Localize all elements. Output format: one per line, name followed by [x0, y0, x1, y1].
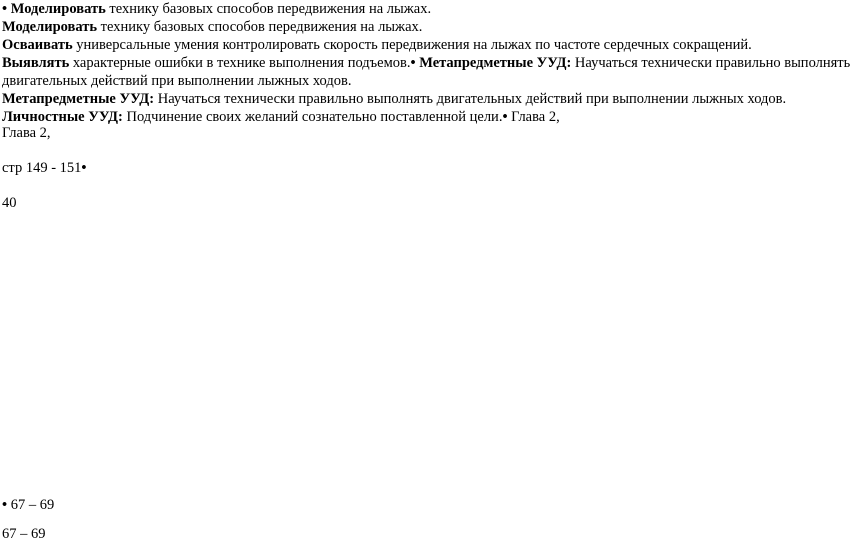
- text-line-7: [2, 108, 560, 126]
- number-text: 40: [2, 195, 17, 211]
- line-text: универсальные умения контролировать скорость передвижения на лыжах по частоте сердечных сокращений.: [72, 37, 752, 53]
- text-line-5: [2, 72, 351, 90]
- bullet-icon: •: [2, 497, 8, 513]
- chapter-text: Глава 2,: [2, 125, 51, 141]
- line-text: Подчинение своих желаний сознательно поставленной цели.: [122, 109, 503, 125]
- chapter-label: [2, 124, 51, 142]
- bold-term: Осваивать: [2, 37, 73, 53]
- bold-term: Моделировать: [10, 1, 106, 17]
- text-line-2: [2, 18, 422, 36]
- bold-term: Личностные УУД:: [2, 109, 123, 125]
- range-text: 67 – 69: [10, 497, 55, 513]
- line-text: Научаться технически правильно выполнять: [571, 55, 850, 71]
- range-label-2: [2, 525, 46, 543]
- number-label: [2, 194, 17, 212]
- range-text: 67 – 69: [2, 526, 46, 542]
- bullet-icon: •: [502, 109, 508, 125]
- pages-label: [2, 159, 86, 177]
- bullet-icon: •: [81, 160, 87, 176]
- line-text: Научаться технически правильно выполнять двигательных действий при выполнении лыжных ходов.: [154, 91, 787, 107]
- text-line-4: [2, 54, 850, 72]
- range-label-1: [2, 496, 54, 514]
- line-text: характерные ошибки в технике выполнения подъемов.: [69, 55, 411, 71]
- bold-term: Метапредметные УУД:: [415, 55, 572, 71]
- bullet-icon: •: [2, 1, 8, 17]
- line-text: технику базовых способов передвижения на лыжах.: [97, 19, 423, 35]
- text-line-3: [2, 36, 752, 54]
- bold-term: Выявлять: [2, 55, 70, 71]
- text-line-1: [2, 0, 431, 18]
- bold-term: Моделировать: [2, 19, 98, 35]
- line-text: технику базовых способов передвижения на лыжах.: [105, 1, 432, 17]
- line-text: двигательных действий при выполнении лыжных ходов.: [2, 73, 352, 89]
- bold-term: Метапредметные УУД:: [2, 91, 155, 107]
- line-text: Глава 2,: [507, 109, 560, 125]
- bullet-icon: •: [410, 55, 416, 71]
- text-line-6: [2, 90, 786, 108]
- pages-text: стр 149 - 151: [2, 160, 82, 176]
